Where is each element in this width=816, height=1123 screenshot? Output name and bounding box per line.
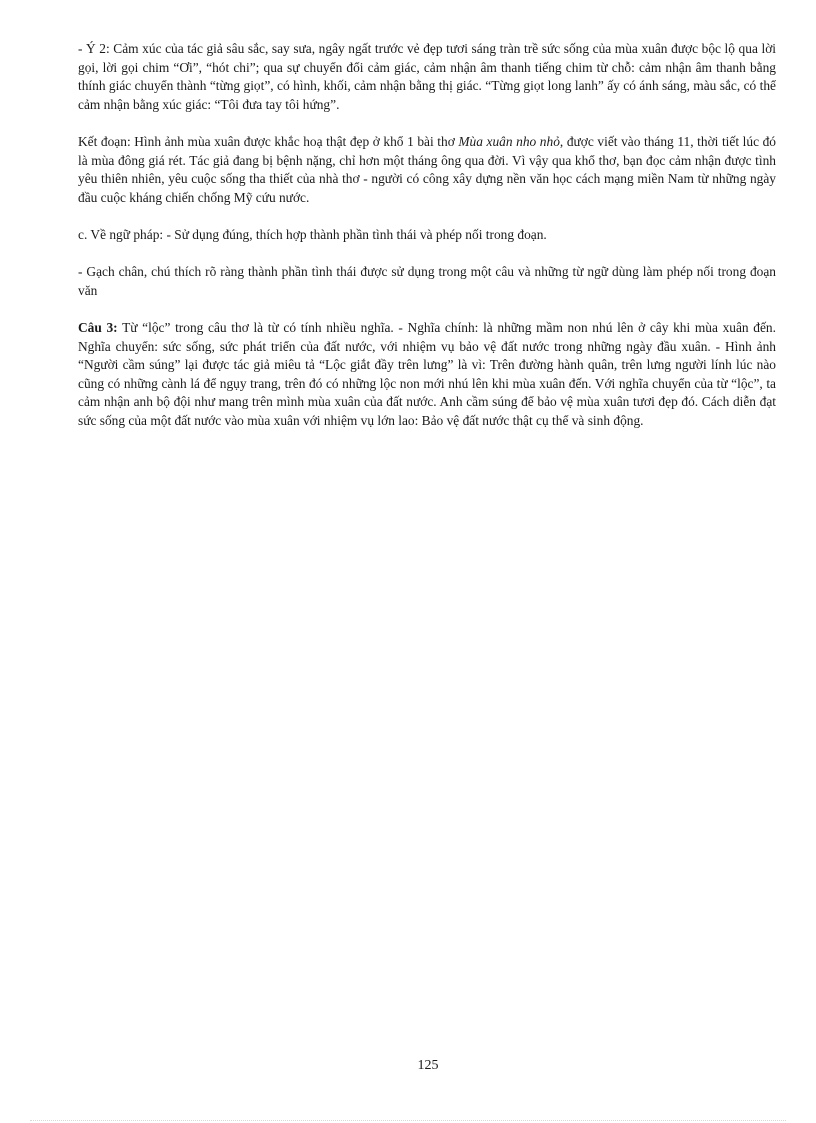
page-bottom-divider [30,1120,786,1121]
cau-3-text: Từ “lộc” trong câu thơ là từ có tính nhiều nghĩa. - Nghĩa chính: là những mầm non nhú lên ở cây khi mùa xuân đến. Nghĩa chuyển: sức sống, sức phát triển của đất nước, với nhiệm vụ bảo vệ đất nước trong những ngày đầu xuân. - Hình ảnh “Người cầm súng” lại được tác giả miêu tả “Lộc giắt đầy trên lưng” là vì: Trên đường hành quân, trên lưng người lính lúc nào cũng có những cành lá để ngụy trang, trên đó có những lộc non mới nhú lên khi mùa xuân đến. Với nghĩa chuyển của từ “lộc”, ta cảm nhận anh bộ đội như mang trên mình mùa xuân của đất nước. Anh cầm súng để bảo vệ mùa xuân tươi đẹp đó. Cách diễn đạt sức sống của một đất nước vào mùa xuân với nhiệm vụ lớn lao: Bảo vệ đất nước thật cụ thể và sinh động. [78,319,776,428]
ket-doan-text-end: , được viết vào tháng 11, thời tiết lúc đó là mùa đông giá rét. Tác giả đang bị bệnh nặng, chỉ hơn một tháng ông qua đời. Vì vậy qua khổ thơ, bạn đọc cảm nhận được tình yêu thiên nhiên, yêu cuộc sống tha thiết của nhà thơ - người có công xây dựng nền văn học cách mạng miền Nam từ những ngày đầu cuộc kháng chiến chống Mỹ cứu nước. [78,133,776,205]
page-number: 125 [417,1058,439,1073]
paragraph-gach-chan: - Gạch chân, chú thích rõ ràng thành phần tình thái được sử dụng trong một câu và những từ ngữ dùng làm phép nối trong đoạn văn [78,264,776,298]
paragraph-ket-doan [78,133,776,207]
poem-title: Mùa xuân nho nhỏ [458,133,560,149]
paragraph-ngu-phap: c. Về ngữ pháp: - Sử dụng đúng, thích hợp thành phần tình thái và phép nối trong đoạn. [78,226,547,242]
page-content [78,40,776,449]
paragraph-cau-3 [78,319,776,431]
ket-doan-text-start: Kết đoạn: Hình ảnh mùa xuân được khắc hoạ thật đẹp ở khổ 1 bài thơ [78,133,459,149]
question-label: Câu 3: [78,319,118,335]
paragraph-y2: - Ý 2: Cảm xúc của tác giả sâu sắc, say sưa, ngây ngất trước vẻ đẹp tươi sáng tràn trề sức sống của mùa xuân được bộc lộ qua lời gọi, lời gọi chim “Ơi”, “hót chi”; qua sự chuyển đổi cảm giác, cảm nhận âm thanh tiếng chim từ chỗ: cảm nhận âm thanh bằng thính giác chuyển thành “từng giọt”, có hình, khối, cảm nhận bằng thị giác. “Từng giọt long lanh” ấy có ánh sáng, màu sắc, có thể cảm nhận bằng xúc giác: “Tôi đưa tay tôi hứng”. [78,41,776,112]
